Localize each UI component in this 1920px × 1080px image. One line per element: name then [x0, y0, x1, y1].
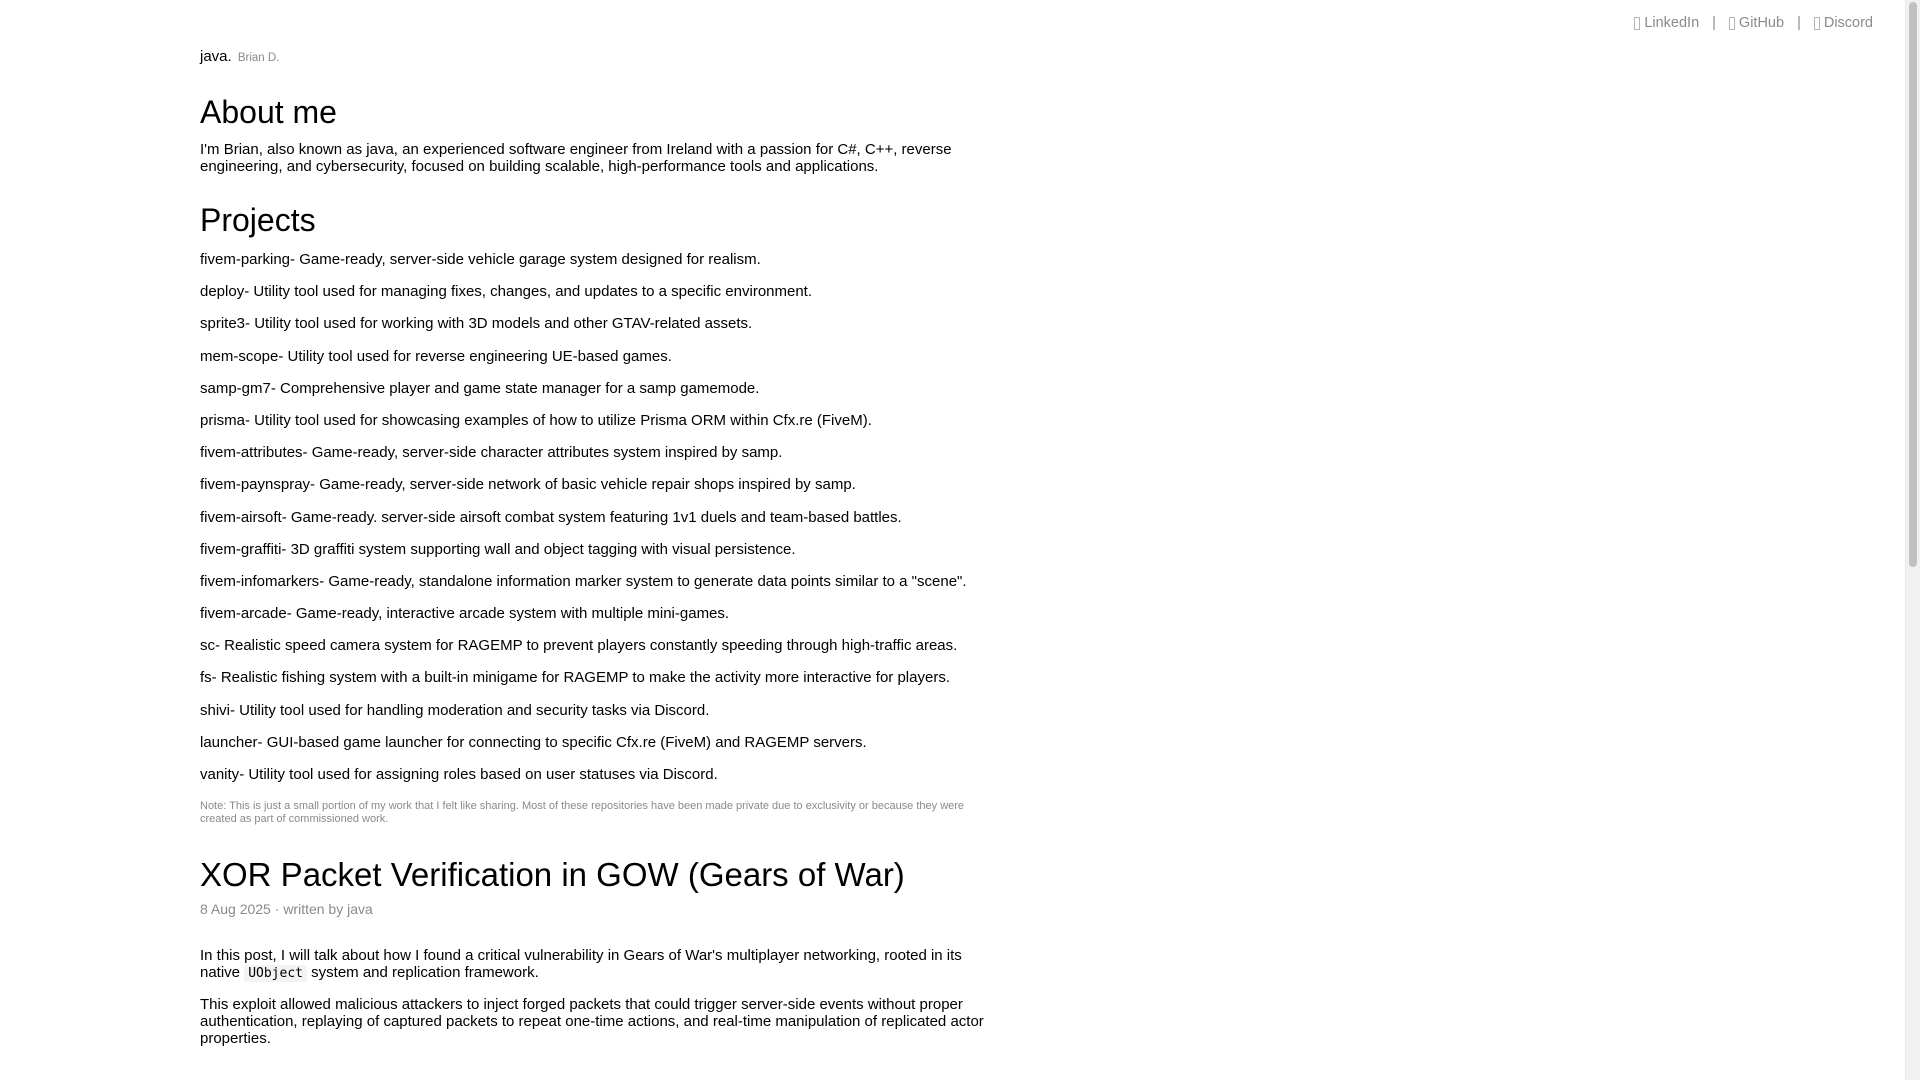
post-meta-separator: · [270, 901, 284, 917]
nav-link-github[interactable] [1729, 15, 1784, 31]
project-desc: - Utility tool used for assigning roles based on user statuses via Discord. [239, 766, 718, 783]
project-desc: - Utility tool used for handling moderation and security tasks via Discord. [230, 701, 710, 719]
project-link[interactable]: fivem-paynspray [200, 476, 311, 494]
projects-note: Note: This is just a small portion of my work that I felt like sharing. Most of these repositories have been made private due to exclusivity or because they were created as part of commissioned work. [200, 800, 965, 825]
discord-icon [1814, 17, 1820, 30]
project-link[interactable]: sprite3 [200, 315, 246, 333]
project-link[interactable]: samp-gm7 [200, 379, 271, 397]
project-item [200, 637, 967, 669]
projects-heading: Projects [200, 202, 316, 238]
project-link[interactable]: mem-scope [200, 347, 279, 365]
project-link[interactable]: vanity [200, 766, 240, 783]
project-item [200, 702, 967, 734]
project-desc: - Utility tool used for working with 3D models and other GTAV-related assets. [245, 315, 753, 333]
project-desc: - Game-ready, server-side vehicle garage system designed for realism. [290, 251, 761, 268]
post-text: system and replication framework. [307, 964, 539, 981]
project-link[interactable]: shivi [200, 701, 231, 719]
project-item [200, 476, 967, 508]
nav-link-discord[interactable] [1814, 15, 1873, 31]
about-text: I'm Brian, also known as java, an experienced software engineer from Ireland with a passion for C#, C++, reverse engineering, and cybersecurity, focused on building scalable, high-performance tools and applications. [200, 141, 952, 175]
nav-link-label: GitHub [1738, 15, 1785, 31]
nav-separator: | [1797, 15, 1801, 31]
project-desc: - Game-ready, server-side network of basic vehicle repair shops inspired by samp. [310, 476, 856, 494]
post-text: In this post, I will talk about how I found a critical vulnerability in Gears of War's multiplayer networking, rooted in its native [200, 947, 962, 981]
nav-link-label: LinkedIn [1644, 15, 1700, 31]
project-item [200, 251, 967, 283]
project-link[interactable]: deploy [200, 283, 245, 301]
about-heading: About me [200, 94, 337, 130]
project-link[interactable]: fivem-graffiti [200, 540, 282, 558]
project-desc: - Game-ready. server-side airsoft combat system featuring 1v1 duels and team-based battles. [281, 508, 902, 526]
post-paragraph [200, 947, 990, 982]
post-meta [200, 901, 373, 917]
project-item [200, 348, 967, 380]
brand-author: Brian D. [237, 52, 280, 64]
project-item [200, 605, 967, 637]
scrollbar-thumb[interactable] [1909, 2, 1917, 567]
project-item [200, 734, 967, 766]
post-byline: written by java [283, 901, 373, 917]
project-desc: - 3D graffiti system supporting wall and object tagging with visual persistence. [281, 540, 796, 558]
nav-separator: | [1712, 15, 1716, 31]
project-item [200, 766, 967, 798]
post-title[interactable]: XOR Packet Verification in GOW (Gears of War) [200, 856, 905, 893]
project-desc: - Comprehensive player and game state manager for a samp gamemode. [270, 379, 760, 397]
top-nav [1634, 15, 1873, 31]
project-link[interactable]: fs [200, 669, 212, 687]
project-link[interactable]: sc [200, 637, 215, 655]
project-item [200, 315, 967, 347]
project-link[interactable]: fivem-airsoft [200, 508, 282, 526]
project-item [200, 669, 967, 701]
nav-link-label: Discord [1823, 15, 1873, 31]
project-item [200, 444, 967, 476]
project-desc: - Utility tool used for managing fixes, changes, and updates to a specific environment. [244, 283, 813, 301]
project-desc: - Game-ready, standalone information marker system to generate data points similar to a "scene". [319, 572, 967, 590]
project-link[interactable]: fivem-parking [200, 251, 291, 268]
project-item [200, 283, 967, 315]
project-desc: - Game-ready, server-side character attributes system inspired by samp. [302, 444, 783, 462]
nav-link-linkedin[interactable] [1634, 15, 1699, 31]
inline-code: UObject [244, 965, 307, 982]
site-brand[interactable] [200, 48, 279, 65]
project-item [200, 573, 967, 605]
brand-name: java. [200, 48, 232, 65]
project-item [200, 541, 967, 573]
project-desc: - Utility tool used for showcasing examples of how to utilize Prisma ORM within Cfx.re (FiveM). [245, 411, 872, 429]
project-link[interactable]: fivem-attributes [200, 444, 303, 462]
post-paragraph: This exploit allowed malicious attackers to inject forged packets that could trigger server-side events without proper authentication, replaying of captured packets to repeat one-time actions, and real-time manipulation of replicated actor properties. [200, 996, 984, 1047]
linkedin-icon [1634, 17, 1640, 30]
vertical-scrollbar[interactable] [1905, 0, 1920, 1080]
project-item [200, 380, 967, 412]
project-desc: - Realistic speed camera system for RAGEMP to prevent players constantly speeding through high-traffic areas. [215, 637, 958, 655]
project-link[interactable]: fivem-infomarkers [200, 572, 320, 590]
project-desc: - Utility tool used for reverse engineering UE-based games. [278, 347, 672, 365]
project-link[interactable]: prisma [200, 411, 246, 429]
project-item [200, 412, 967, 444]
project-desc: - Game-ready, interactive arcade system with multiple mini-games. [286, 605, 730, 623]
project-link[interactable]: fivem-arcade [200, 605, 287, 623]
project-desc: - GUI-based game launcher for connecting to specific Cfx.re (FiveM) and RAGEMP servers. [257, 733, 867, 751]
project-item [200, 509, 967, 541]
projects-list [200, 251, 967, 798]
github-icon [1729, 17, 1735, 30]
project-desc: - Realistic fishing system with a built-in minigame for RAGEMP to make the activity more interactive for players. [211, 669, 950, 687]
post-date: 8 Aug 2025 [200, 901, 271, 917]
project-link[interactable]: launcher [200, 733, 258, 751]
